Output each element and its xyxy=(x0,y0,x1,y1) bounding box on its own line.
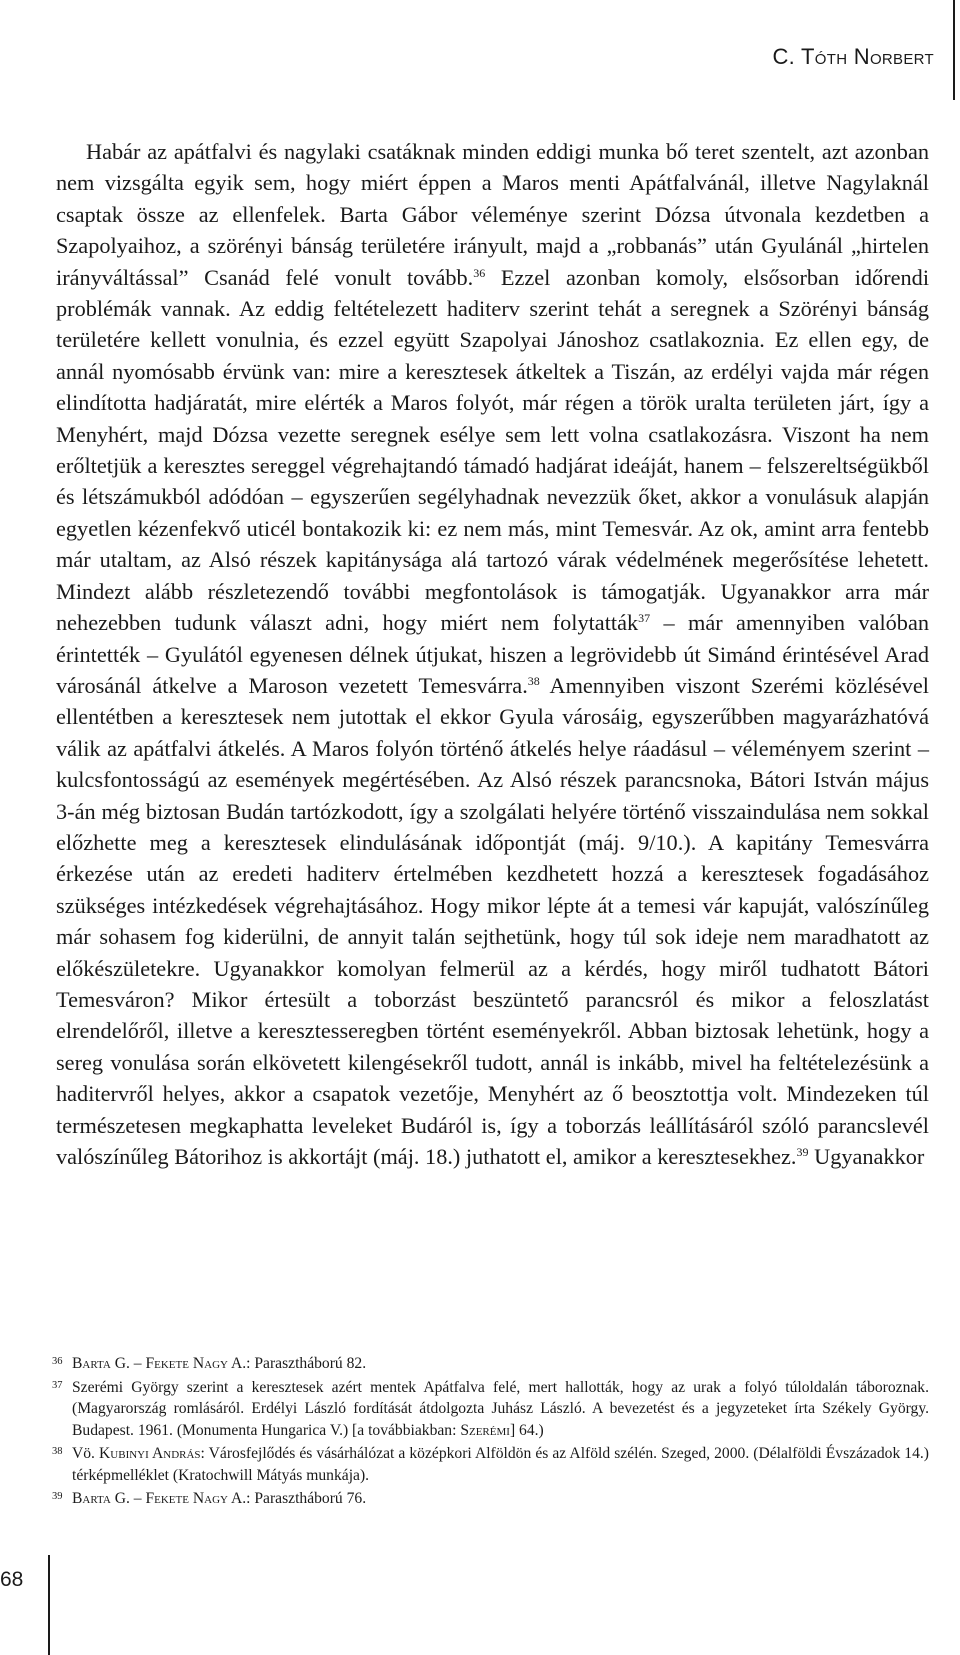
footnote-38 xyxy=(52,1443,929,1486)
footnote-text: – xyxy=(129,1490,146,1507)
footnote-text: Vö. xyxy=(72,1445,100,1462)
footnote-37 xyxy=(52,1377,929,1442)
author-name: Barta G. xyxy=(72,1355,130,1372)
author-name: Kubinyi András xyxy=(99,1445,201,1462)
footnote-ref[interactable]: 37 xyxy=(638,611,651,626)
footnote-ref[interactable]: 39 xyxy=(796,1145,809,1160)
footnote-ref[interactable]: 38 xyxy=(527,674,540,689)
footnote-text: : Parasztháború 76. xyxy=(246,1490,367,1507)
footnote-number: 37 xyxy=(52,1379,63,1391)
footnote-text: : Városfejlődés és vásárhálózat a középkori Alföldön és az Alföld szélén. Szeged, 2000. (Délalföldi Évszázadok 14.) térképmelléklet (Kratochwill Mátyás munkája). xyxy=(72,1445,929,1484)
footnote-text: – xyxy=(129,1355,146,1372)
footnote-number: 36 xyxy=(52,1356,63,1367)
author-name: Fekete Nagy A. xyxy=(145,1355,247,1372)
footnote-text: : Parasztháború 82. xyxy=(246,1355,367,1372)
footnote-text: ] 64.) xyxy=(509,1421,544,1439)
page-number: 68 xyxy=(0,1568,24,1591)
footnote-number: 38 xyxy=(52,1446,63,1457)
footnote-text: Szerémi György szerint a keresztesek azért mentek Apátfalva felé, mert hallották, hogy az urak a folyó túloldalán táboroznak. (Magyarország romlásáról. Erdélyi László fordítását átdolgozta Juhász László. A bevezetést és a jegyzeteket írta Székely György. Budapest. 1961. (Monumenta Hungarica V.) [a továbbiakban: xyxy=(72,1378,929,1439)
author-name: Barta G. xyxy=(72,1490,130,1507)
running-head: C. Tóth Norbert xyxy=(772,44,934,69)
footnote-ref[interactable]: 36 xyxy=(473,265,486,280)
paragraph xyxy=(56,136,929,1172)
main-text xyxy=(56,136,929,1172)
header-rule xyxy=(953,0,955,100)
author-name: Fekete Nagy A. xyxy=(145,1490,247,1507)
text-segment: Habár az apátfalvi és nagylaki csatáknak minden eddigi munka bő teret szentelt, azt azonban nem vizsgálta egyik sem, hogy miért éppen a Maros menti Apátfalvánál, illetve Nagylaknál csaptak össze az ellenfelek. Barta Gábor véleménye szerint Dózsa útvonala kezdetben a Szapolyaihoz, a szörényi bánság területére irányult, majd a „robbanás” után Gyulánál „hirtelen irányváltással” Csanád felé vonult tovább. xyxy=(56,139,929,290)
abbreviation: Szerémi xyxy=(460,1421,510,1439)
footnote-number: 39 xyxy=(52,1491,63,1502)
footnote-39 xyxy=(52,1488,929,1510)
footnotes xyxy=(52,1353,929,1512)
text-segment: Ezzel azonban komoly, elsősorban időrendi problémák vannak. Az eddig feltételezett haditerv szerint tehát a seregnek a Szörényi bánság területére kellett vonulnia, és ezzel együtt Szapolyai Jánoshoz csatlakoznia. Ez ellen egy, de annál nyomósabb érvünk van: mire a keresztesek átkeltek a Tiszán, az erdélyi vajda már régen elindította hadjáratát, mire elérték a Maros folyót, már régen a török uralta területen járt, így a Menyhért, majd Dózsa vezette seregnek esélye sem lett volna csatlakozásra. Viszont ha nem erőltetjük a keresztes sereggel végrehajtandó támadó hadjárat ideáját, hanem – felszereltségükből és létszámukból adódóan – egyszerűen segélyhadnak nevezzük őket, akkor a vonulásuk alapján egyetlen kézenfekvő uticél bontakozik ki: ez nem más, mint Temesvár. Az ok, amint arra fentebb már utaltam, az Alsó részek kapitánysága alá tartozó várak védelmének megerősítése lehetett. Mindezt alább részletezendő további megfontolások is támogatják. Ugyanakkor arra már nehezebben tudunk választ adni, hogy miért nem folytatták xyxy=(56,264,930,636)
footer-rule xyxy=(48,1555,50,1655)
text-segment: Amennyiben viszont Szerémi közlésével ellentétben a keresztesek nem jutottak el ekkor Gyula városáig, egyszerűbben magyarázhatóvá válik az apátfalvi átkelés. A Maros folyón történő átkelés helye ráadásul – véleményem szerint – kulcsfontosságú az események megértésében. Az Alsó részek parancsnoka, Bátori István május 3-án még biztosan Budán tartózkodott, így a szolgálati helyére történő visszaindulása nem sokkal előzhette meg a keresztesek elindulásának időpontját (máj. 9/10.). A kapitány Temesvárra érkezése után az eredeti haditerv értelmében kezdhetett hozzá a keresztesek fogadásához szükséges intézkedések végrehajtásához. Hogy mikor lépte át a temesi vár kapuját, valószínűleg már sohasem fog kiderülni, de annyit talán sejthetünk, hogy túl sok ideje nem maradhatott az előkészületekre. Ugyanakkor komolyan felmerül az a kérdés, hogy miről tudhatott Bátori Temesváron? Mikor értesült a toborzást beszüntető parancsról és mikor a feloszlatást elrendelőről, illetve a keresztesseregben történt eseményekről. Abban biztosak lehetünk, hogy a sereg vonulása során elkövetett kilengésekről tudott, annál is inkább, mivel ha feltételezésünk a haditervről helyes, akkor a csapatok vezetője, Menyhért az ő beosztottja volt. Mindezeken túl természetesen megkaphatta leveleket Budáról is, így a toborzás leállításáról szóló parancslevél valószínűleg Bátorihoz is akkortájt (máj. 18.) juthatott el, amikor a keresztesekhez. xyxy=(56,672,929,1169)
footnote-36 xyxy=(52,1353,929,1375)
text-segment: – már amennyiben valóban érintették – Gyulától egyenesen délnek útjukat, hiszen a legrövidebb út Simánd érintésével Arad városánál átkelve a Maroson vezetett Temesvárra. xyxy=(56,610,929,698)
text-segment: Ugyanakkor xyxy=(808,1144,925,1169)
